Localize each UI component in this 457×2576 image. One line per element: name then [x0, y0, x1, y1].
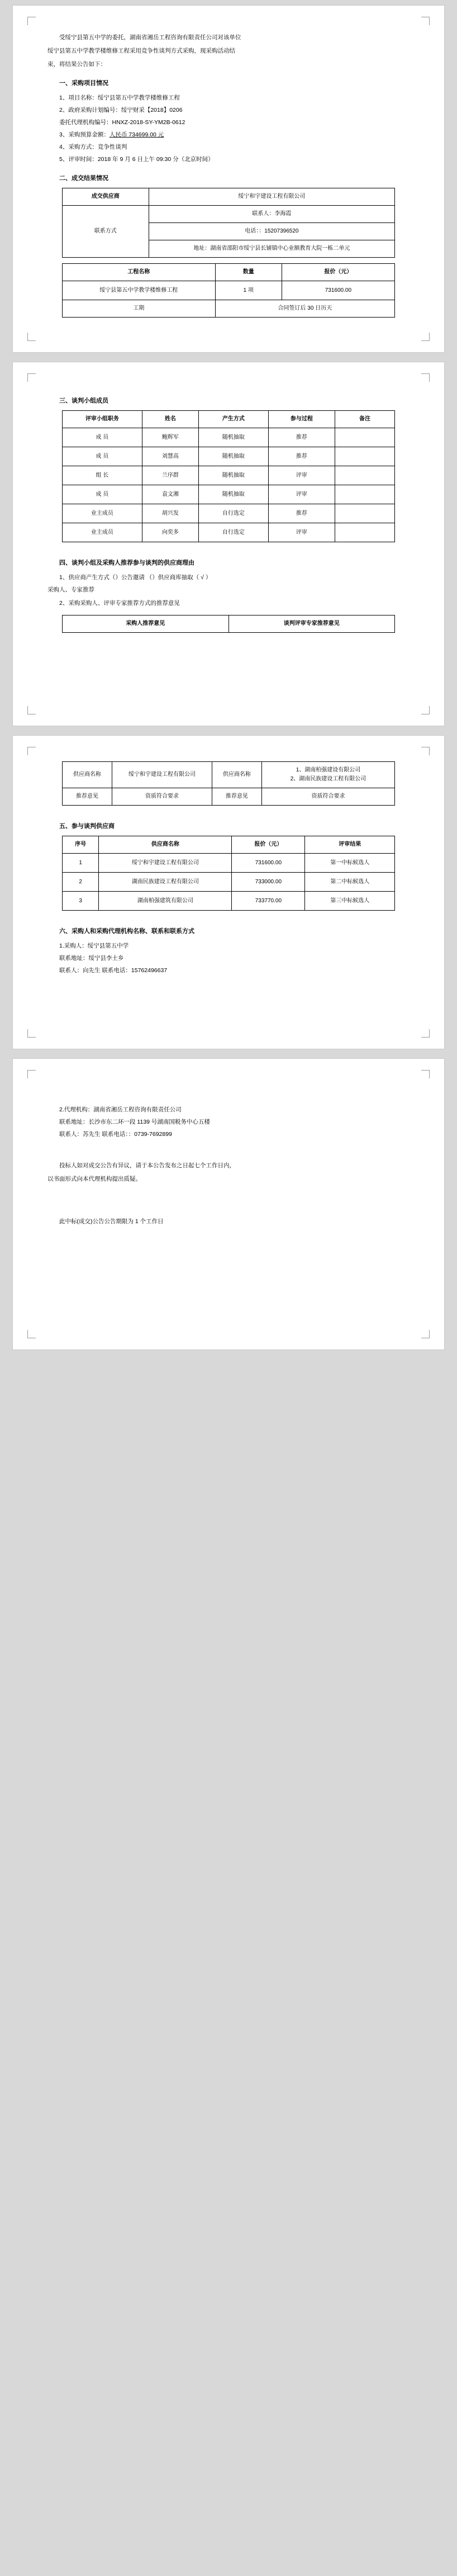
col-header-role: 评审小组职务 — [62, 411, 142, 428]
rec-value-supplier-2-line2: 2、湖南民族建设工程有限公司 — [290, 776, 366, 782]
member-participation: 推荐 — [268, 504, 335, 523]
bidder-price: 733770.00 — [232, 892, 305, 911]
item-label-5: 采购方式： — [68, 144, 98, 150]
bidder-result: 第一中标候选人 — [305, 854, 395, 873]
buyer-name-line: 1.采购人：绥宁县第五中学 — [59, 943, 129, 949]
item-value-3: HNXZ-2018-SY-YM2B-0612 — [112, 119, 185, 126]
crop-mark-icon — [27, 333, 36, 341]
buyer-address-line: 联系地址：绥宁县李土乡 — [59, 955, 124, 962]
cell-project-name: 绥宁县第五中学教学楼维修工程 — [62, 281, 215, 300]
table-row — [62, 523, 394, 542]
table-row — [62, 281, 394, 300]
section-heading-4: 四、谈判小组及采购人推荐参与谈判的供应商理由 — [59, 560, 194, 566]
col-header-remark: 备注 — [335, 411, 394, 428]
col-header-price: 报价（元） — [282, 264, 394, 281]
member-role: 成 员 — [62, 485, 142, 504]
intro-line-2: 绥宁县第五中学教学楼维修工程采用竞争性谈判方式采购，现采购活动结 — [47, 48, 235, 54]
supplier-table — [62, 188, 395, 258]
cell-project-qty: 1 项 — [215, 281, 282, 300]
table-row — [62, 447, 394, 466]
table-row — [62, 854, 394, 873]
rec-value-opinion-1: 资质符合要求 — [112, 788, 212, 806]
agent-address-line: 联系地址：长沙市东二环一段 1139 号湖南国税务中心五楼 — [59, 1119, 210, 1125]
member-participation: 推荐 — [268, 447, 335, 466]
item-no-1: 1、 — [59, 94, 69, 101]
notice-line-2: 以书面形式向本代理机构提出质疑。 — [47, 1176, 141, 1182]
project-item-plan-no — [47, 104, 410, 116]
reason-line-1: 1、供应商产生方式（）公告邀请 （）供应商库抽取（ √ ） — [59, 574, 212, 581]
rec-label-opinion-2: 推荐意见 — [212, 788, 261, 806]
rec-value-supplier-1: 绥宁和宇建设工程有限公司 — [112, 762, 212, 788]
section-heading-3: 三、谈判小组成员 — [59, 397, 108, 404]
col-header-participation: 参与过程 — [268, 411, 335, 428]
contact-person: 联系人：李海霞 — [149, 206, 394, 223]
bidder-result: 第三中标候选人 — [305, 892, 395, 911]
member-name: 刘慧高 — [142, 447, 198, 466]
table-row — [62, 188, 394, 206]
col-header-selection: 产生方式 — [198, 411, 268, 428]
project-item-budget — [47, 129, 410, 141]
item-label-4: 采购预算金额： — [68, 131, 110, 138]
member-selection: 随机抽取 — [198, 428, 268, 447]
crop-mark-icon — [421, 706, 430, 714]
project-item-name — [47, 92, 410, 104]
crop-mark-icon — [27, 373, 36, 382]
document-page-1 — [13, 6, 444, 352]
member-remark — [335, 447, 394, 466]
table-row — [62, 873, 394, 892]
member-name: 袁文湘 — [142, 485, 198, 504]
bidder-index: 1 — [62, 854, 98, 873]
member-remark — [335, 466, 394, 485]
bidders-table — [62, 836, 395, 911]
section-heading-5: 五、参与谈判供应商 — [59, 823, 115, 830]
item-value-5: 竞争性谈判 — [97, 144, 127, 150]
member-role: 成 员 — [62, 447, 142, 466]
crop-mark-icon — [421, 1330, 430, 1338]
bidder-index: 2 — [62, 873, 98, 892]
table-row — [62, 206, 394, 223]
bidder-name: 湖南民族建设工程有限公司 — [99, 873, 232, 892]
footer-period-line: 此中标(成交)公告公告期限为 1 个工作日 — [59, 1218, 164, 1225]
rec-value-opinion-2: 资质符合要求 — [262, 788, 395, 806]
table-row — [62, 615, 394, 633]
contact-label: 联系方式 — [62, 206, 149, 258]
document-page-2 — [13, 362, 444, 726]
member-participation: 推荐 — [268, 428, 335, 447]
item-value-1: 绥宁县第五中学教学楼维修工程 — [97, 94, 180, 101]
crop-mark-icon — [27, 747, 36, 755]
item-no-5: 4、 — [59, 144, 69, 150]
member-participation: 评审 — [268, 466, 335, 485]
bidder-result: 第二中标候选人 — [305, 873, 395, 892]
agent-name-line: 2.代理机构：湖南省湘岳工程咨询有限责任公司 — [59, 1106, 182, 1113]
table-row — [62, 836, 394, 854]
member-remark — [335, 504, 394, 523]
opinion-table — [62, 615, 395, 633]
table-row — [62, 300, 394, 318]
member-remark — [335, 523, 394, 542]
project-item-time — [47, 153, 410, 165]
member-selection: 随机抽取 — [198, 466, 268, 485]
item-value-4: 人民币 734699.00 元 — [109, 131, 164, 138]
table-row — [62, 466, 394, 485]
member-role: 成 员 — [62, 428, 142, 447]
col-header-bid-price: 报价（元） — [232, 836, 305, 854]
member-selection: 随机抽取 — [198, 447, 268, 466]
col-header-name: 姓名 — [142, 411, 198, 428]
reason-line-2: 采购人、专家推荐 — [47, 586, 94, 593]
col-header-expert-opinion: 谈判评审专家推荐意见 — [229, 615, 395, 633]
member-name: 鲍辉军 — [142, 428, 198, 447]
member-name: 向奕多 — [142, 523, 198, 542]
crop-mark-icon — [27, 1330, 36, 1338]
table-row — [62, 428, 394, 447]
crop-mark-icon — [27, 17, 36, 25]
item-no-6: 5、 — [59, 156, 69, 163]
crop-mark-icon — [421, 17, 430, 25]
rec-label-opinion-1: 推荐意见 — [62, 788, 112, 806]
contact-address: 地址：湖南省邵阳市绥宁县长铺镇中心业额教育大院一栋二单元 — [149, 240, 394, 258]
item-no-4: 3、 — [59, 131, 69, 138]
member-name: 胡兴发 — [142, 504, 198, 523]
member-selection: 随机抽取 — [198, 485, 268, 504]
rec-value-supplier-2-line1: 1、湖南柏强建设有限公司 — [296, 767, 361, 773]
item-no-2: 2、 — [59, 107, 69, 113]
crop-mark-icon — [27, 1029, 36, 1038]
crop-mark-icon — [421, 333, 430, 341]
intro-line-1: 受绥宁县第五中学的委托，湖南省湘岳工程咨询有限责任公司对该单位 — [59, 34, 241, 41]
rec-value-supplier-2 — [262, 762, 395, 788]
col-header-buyer-opinion: 采购人推荐意见 — [62, 615, 229, 633]
table-row — [62, 504, 394, 523]
table-row — [62, 788, 394, 806]
crop-mark-icon — [421, 1029, 430, 1038]
section-heading-1: 一、采购项目情况 — [59, 80, 108, 87]
table-row — [62, 892, 394, 911]
notice-line-1: 投标人如对成交公告有异议，请于本公告发布之日起七个工作日内， — [59, 1162, 235, 1169]
cell-duration-label: 工期 — [62, 300, 215, 318]
bidder-name: 湖南柏强建筑有限公司 — [99, 892, 232, 911]
item-value-2: 绥宁财采【2018】0206 — [121, 107, 183, 113]
section-heading-6: 六、采购人和采购代理机构名称、联系和联系方式 — [59, 928, 194, 935]
member-participation: 评审 — [268, 485, 335, 504]
cell-project-price: 731600.00 — [282, 281, 394, 300]
section-heading-2: 二、成交结果情况 — [59, 175, 108, 182]
supplier-name-value: 绥宁和宇建设工程有限公司 — [149, 188, 394, 206]
supplier-header-label: 成交供应商 — [62, 188, 149, 206]
item-label-1: 项目名称： — [68, 94, 98, 101]
item-label-2: 政府采购计划编号： — [68, 107, 121, 113]
crop-mark-icon — [421, 373, 430, 382]
col-header-result: 评审结果 — [305, 836, 395, 854]
reason-line-3: 2、采购采购人、评审专家推荐方式的推荐意见 — [59, 600, 180, 607]
table-row — [62, 264, 394, 281]
project-price-table — [62, 263, 395, 318]
member-participation: 评审 — [268, 523, 335, 542]
table-row — [62, 411, 394, 428]
member-role: 组 长 — [62, 466, 142, 485]
recommendation-table — [62, 761, 395, 806]
col-header-index: 序号 — [62, 836, 98, 854]
rec-label-supplier-1: 供应商名称 — [62, 762, 112, 788]
crop-mark-icon — [421, 1070, 430, 1078]
item-label-3: 委托代理机构编号： — [59, 119, 112, 126]
crop-mark-icon — [27, 706, 36, 714]
project-item-agent-no — [47, 116, 410, 129]
member-role: 业主成员 — [62, 504, 142, 523]
agent-contact-line: 联系人：苏先生 联系电话：：0739-7692899 — [59, 1131, 172, 1138]
member-selection: 自行选定 — [198, 523, 268, 542]
member-remark — [335, 428, 394, 447]
intro-line-3: 束，将结果公告如下： — [47, 61, 106, 68]
item-value-6: 2018 年 9 月 6 日上午 09:30 分（北京时间） — [97, 156, 214, 163]
panel-members-table — [62, 410, 395, 542]
col-header-bidder-name: 供应商名称 — [99, 836, 232, 854]
item-label-6: 评审时间： — [68, 156, 98, 163]
member-remark — [335, 485, 394, 504]
col-header-qty: 数量 — [215, 264, 282, 281]
document-page-3 — [13, 736, 444, 1049]
crop-mark-icon — [27, 1070, 36, 1078]
contact-phone: 电话：：15207396520 — [149, 223, 394, 240]
bidder-name: 绥宁和宇建设工程有限公司 — [99, 854, 232, 873]
member-role: 业主成员 — [62, 523, 142, 542]
rec-label-supplier-2: 供应商名称 — [212, 762, 261, 788]
table-row — [62, 485, 394, 504]
project-item-method — [47, 141, 410, 153]
bidder-price: 731600.00 — [232, 854, 305, 873]
crop-mark-icon — [421, 747, 430, 755]
bidder-index: 3 — [62, 892, 98, 911]
document-page-4 — [13, 1059, 444, 1349]
buyer-contact-line: 联系人：向先生 联系电话：15762496637 — [59, 967, 168, 974]
member-name: 兰序群 — [142, 466, 198, 485]
member-selection: 自行选定 — [198, 504, 268, 523]
cell-duration-value: 合同签订后 30 日历天 — [215, 300, 394, 318]
col-header-project: 工程名称 — [62, 264, 215, 281]
table-row — [62, 762, 394, 788]
bidder-price: 733000.00 — [232, 873, 305, 892]
